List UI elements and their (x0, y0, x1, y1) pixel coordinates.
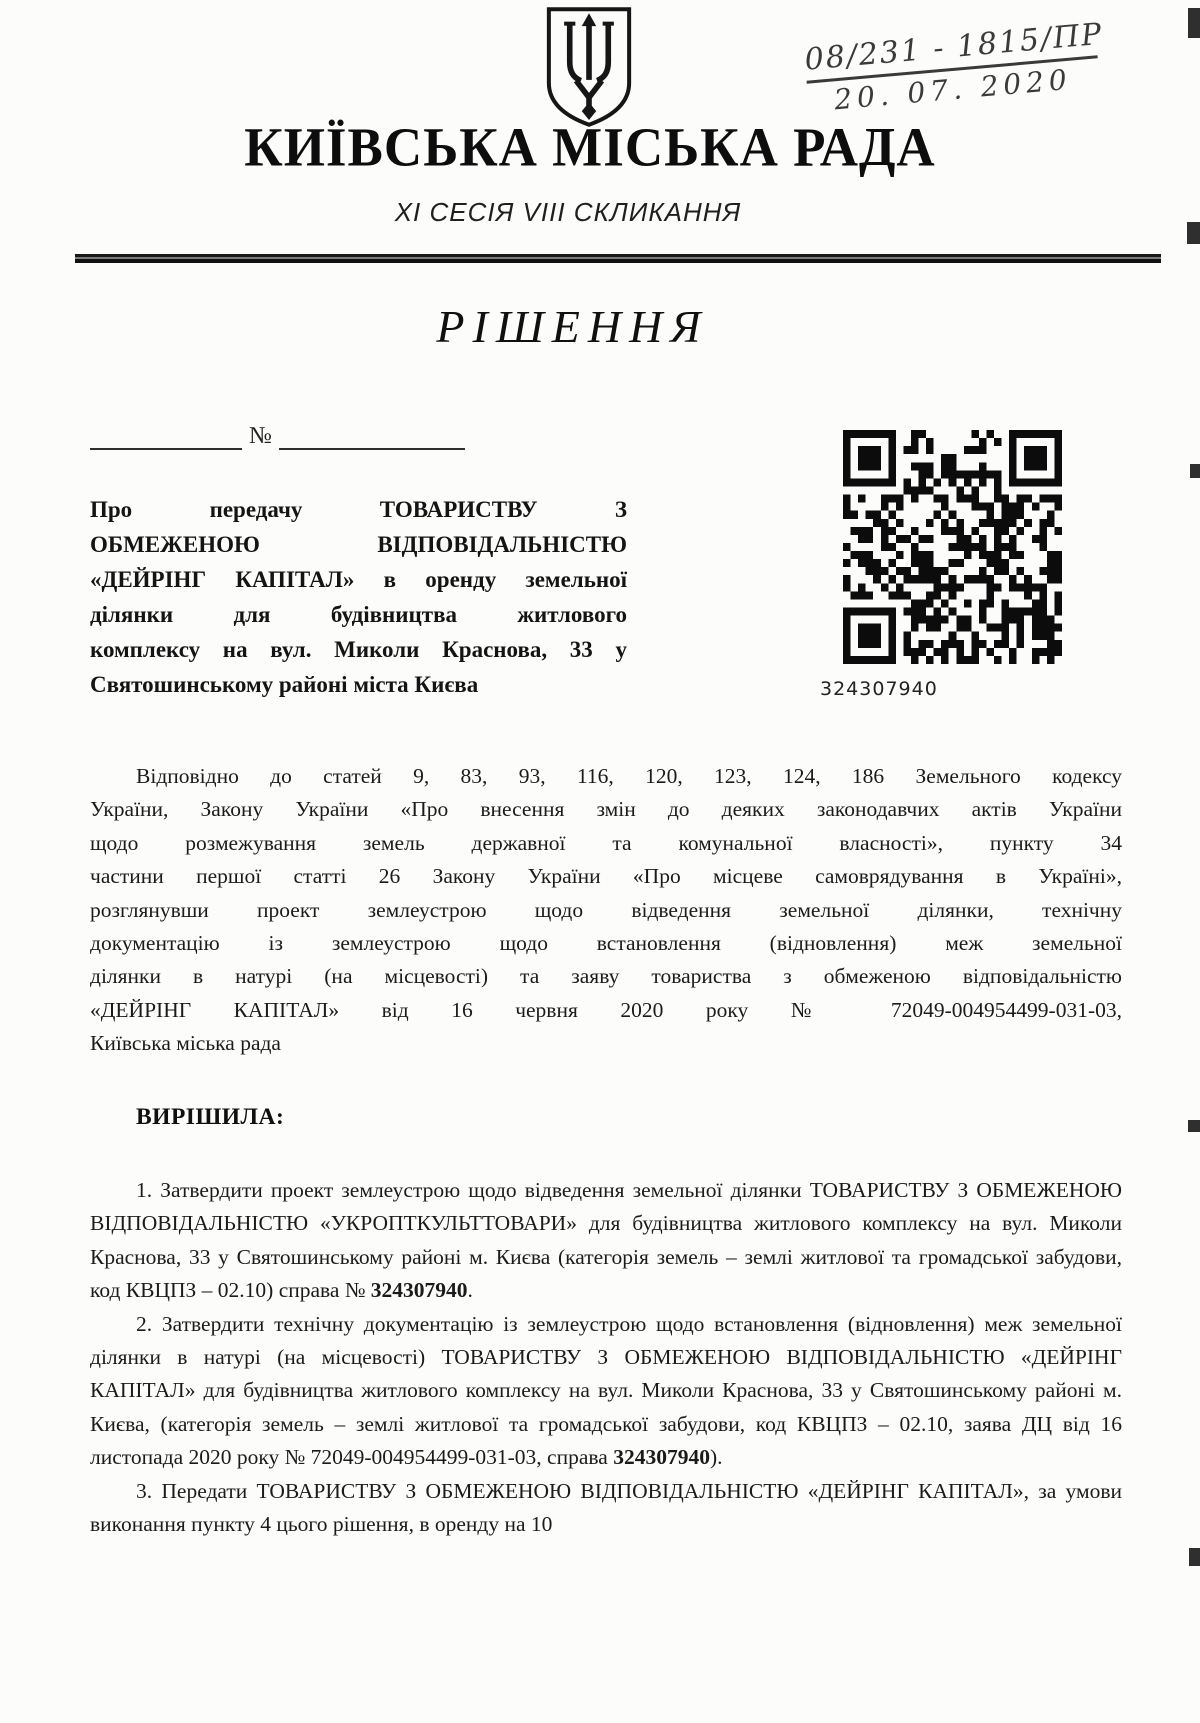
date-blank-line (90, 422, 242, 450)
ukraine-coat-of-arms-icon (529, 6, 649, 128)
session-line: XI СЕСІЯ VIII СКЛИКАННЯ (394, 197, 742, 227)
text-line: Про передачу ТОВАРИСТВУ З (90, 497, 627, 522)
case-number: 324307940 (613, 1445, 710, 1470)
text-line: ОБМЕЖЕНОЮ ВІДПОВІДАЛЬНІСТЮ (90, 532, 627, 557)
item-text-segment: 3. Передати ТОВАРИСТВУ З ОБМЕЖЕНОЮ ВІДПОВІДАЛЬНІСТЮ «ДЕЙРІНГ КАПІТАЛ», за умови виконання пункту 4 цього рішення, в оренду на 10 (90, 1478, 1122, 1537)
item-text-segment: 1. Затвердити проект землеустрою щодо відведення земельної ділянки ТОВАРИСТВУ З ОБМЕЖЕНОЮ ВІДПОВІДАЛЬНІСТЮ «УКРОПТКУЛЬТТОВАРИ» для будівництва житлового комплексу на вул. Миколи Краснова, 33 у Святошинському районі м. Києва (категорія земель – землі житлової та громадської забудови, код КВЦПЗ – 02.10) справа № (90, 1178, 1122, 1303)
resolution-item-3 (90, 1475, 1122, 1542)
scan-artifact (1188, 8, 1200, 38)
item-text-segment: 2. Затвердити технічну документацію із землеустрою щодо встановлення (відновлення) меж земельної ділянки в натурі (на місцевості) ТОВАРИСТВУ З ОБМЕЖЕНОЮ ВІДПОВІДАЛЬНІСТЮ «ДЕЙРІНГ КАПІТАЛ» для будівництва житлового комплексу на вул. Миколи Краснова, 33 у Святошинському районі м. Києва, (категорія земель – землі житлової та громадської забудови, код КВЦПЗ – 02.10, заява ДЦ від 16 листопада 2020 року № 72049-004954499-031-03, справа (90, 1311, 1122, 1470)
text-line: щодо розмежування земель державної та комунальної власності», пункту 34 (90, 830, 1122, 855)
decision-subject (90, 492, 627, 702)
resolution-item-1 (90, 1174, 1122, 1308)
scan-artifact (1187, 222, 1200, 244)
text-line: Київська міська рада (90, 1031, 281, 1056)
text-line: Відповідно до статей 9, 83, 93, 116, 120, 123, 124, 186 Земельного кодексу (136, 764, 1122, 788)
organization-name: КИЇВСЬКА МІСЬКА РАДА (244, 117, 936, 179)
number-sign-label: № (249, 423, 272, 449)
text-line: України, Закону України «Про внесення змін до деяких законодавчих актів України (90, 797, 1122, 822)
qr-case-number: 324307940 (820, 678, 938, 700)
qr-code-icon (843, 430, 1062, 664)
item-text-segment: ). (709, 1445, 723, 1470)
handwritten-registration-stamp (803, 16, 1105, 118)
document-title: РІШЕННЯ (436, 301, 709, 352)
scan-artifact (1189, 1548, 1200, 1566)
item-text-segment: . (467, 1278, 473, 1303)
registration-number: 08/231 - 1815/ПР (803, 17, 1097, 83)
scan-artifact (1188, 1120, 1200, 1132)
resolution-item-2 (90, 1308, 1122, 1475)
header-divider (75, 254, 1161, 263)
text-line: частини першої статті 26 Закону України «Про місцеве самоврядування в Україні», (90, 864, 1122, 889)
text-line: ділянки в натурі (на місцевості) та заяву товариства з обмеженою відповідальністю (90, 964, 1122, 989)
text-line: розглянувши проект землеустрою щодо відведення земельної ділянки, технічну (90, 897, 1122, 922)
text-line: ділянки для будівництва житлового (90, 602, 627, 627)
number-blank-line (279, 422, 465, 450)
resolution-heading: ВИРІШИЛА: (136, 1104, 285, 1130)
resolution-items (90, 1174, 1122, 1541)
preamble (90, 760, 1122, 1061)
text-line: Святошинському районі міста Києва (90, 672, 479, 697)
text-line: «ДЕЙРІНГ КАПІТАЛ» в оренду земельної (90, 567, 627, 592)
registration-date: 20. 07. 2020 (832, 62, 1073, 117)
qr-block (818, 430, 1068, 700)
case-number: 324307940 (370, 1278, 468, 1303)
text-line: документацію із землеустрою щодо встановлення (відновлення) меж земельної (90, 931, 1122, 956)
text-line: комплексу на вул. Миколи Краснова, 33 у (90, 637, 627, 662)
text-line: «ДЕЙРІНГ КАПІТАЛ» від 16 червня 2020 року № 72049-004954499-031-03, (90, 997, 1122, 1022)
scan-artifact (1190, 464, 1200, 478)
document-number-row (90, 422, 465, 452)
